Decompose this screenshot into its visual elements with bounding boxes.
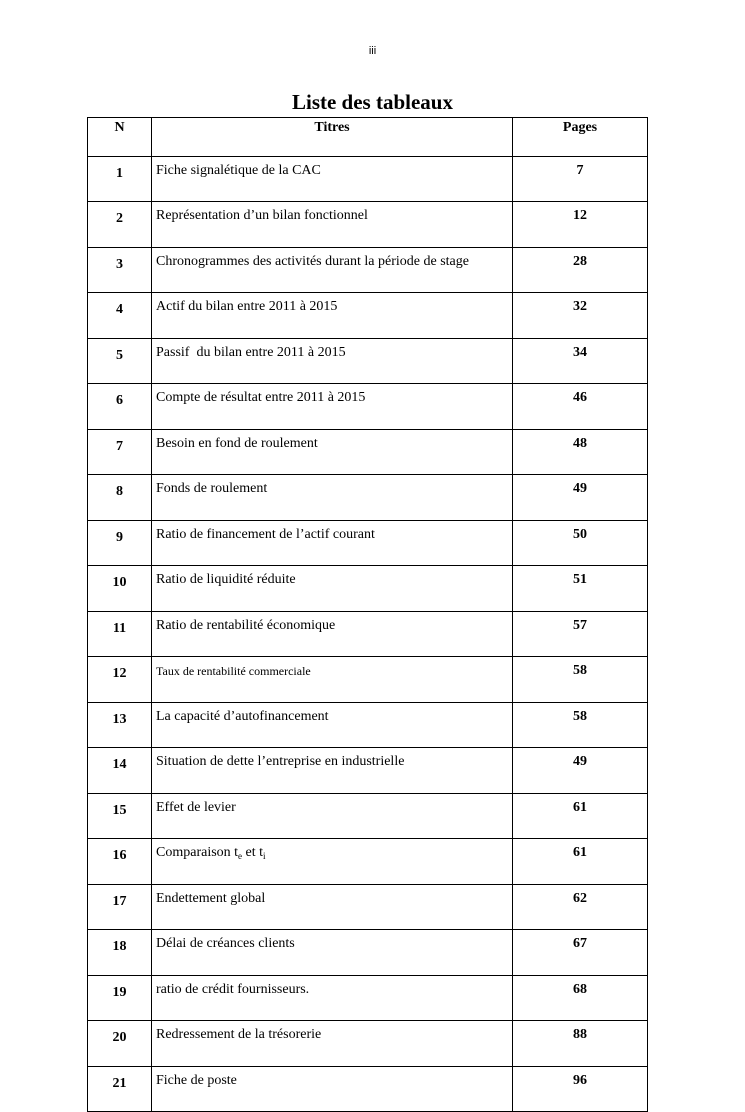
- row-page: 32: [513, 293, 648, 339]
- row-number: 5: [88, 338, 152, 384]
- row-page: 96: [513, 1066, 648, 1112]
- row-page: 34: [513, 338, 648, 384]
- row-page: 48: [513, 429, 648, 475]
- table-row: [88, 1066, 648, 1112]
- row-title: Taux de rentabilité commerciale: [152, 657, 513, 703]
- row-page: 68: [513, 975, 648, 1021]
- row-page: 7: [513, 156, 648, 202]
- column-header-titres: Titres: [152, 118, 513, 157]
- table-row: [88, 156, 648, 202]
- row-title: Fonds de roulement: [152, 475, 513, 521]
- row-number: 18: [88, 930, 152, 976]
- row-title: Effet de levier: [152, 793, 513, 839]
- column-header-n: N: [88, 118, 152, 157]
- row-page: 61: [513, 839, 648, 885]
- row-title: Passif du bilan entre 2011 à 2015: [152, 338, 513, 384]
- table-row: [88, 293, 648, 339]
- row-number: 7: [88, 429, 152, 475]
- row-page: 88: [513, 1021, 648, 1067]
- row-number: 1: [88, 156, 152, 202]
- table-row: [88, 429, 648, 475]
- table-row: [88, 975, 648, 1021]
- row-title: Actif du bilan entre 2011 à 2015: [152, 293, 513, 339]
- row-page: 67: [513, 930, 648, 976]
- row-page: 61: [513, 793, 648, 839]
- row-number: 4: [88, 293, 152, 339]
- row-number: 8: [88, 475, 152, 521]
- row-page: 62: [513, 884, 648, 930]
- table-row: [88, 202, 648, 248]
- row-title: Ratio de liquidité réduite: [152, 566, 513, 612]
- row-title: Redressement de la trésorerie: [152, 1021, 513, 1067]
- row-title-subscript-i: i: [263, 851, 266, 861]
- table-row: [88, 793, 648, 839]
- row-page: 28: [513, 247, 648, 293]
- row-number: 21: [88, 1066, 152, 1112]
- row-title: Situation de dette l’entreprise en industrielle: [152, 748, 513, 794]
- row-number: 6: [88, 384, 152, 430]
- row-page: 49: [513, 475, 648, 521]
- row-number: 11: [88, 611, 152, 657]
- row-title: Délai de créances clients: [152, 930, 513, 976]
- row-page: 12: [513, 202, 648, 248]
- row-title: Ratio de financement de l’actif courant: [152, 520, 513, 566]
- row-title-prefix: Comparaison t: [156, 845, 239, 860]
- row-title: Fiche signalétique de la CAC: [152, 156, 513, 202]
- row-number: 15: [88, 793, 152, 839]
- table-header-row: [88, 118, 648, 157]
- row-number: 12: [88, 657, 152, 703]
- table-row: [88, 338, 648, 384]
- page-title: Liste des tableaux: [291, 90, 453, 114]
- row-title: Ratio de rentabilité économique: [152, 611, 513, 657]
- row-title: Besoin en fond de roulement: [152, 429, 513, 475]
- row-title: [152, 839, 513, 885]
- table-row: [88, 1021, 648, 1067]
- row-number: 16: [88, 839, 152, 885]
- table-row: [88, 657, 648, 703]
- row-page: 49: [513, 748, 648, 794]
- row-page: 51: [513, 566, 648, 612]
- page-number: iii: [368, 45, 377, 57]
- row-page: 50: [513, 520, 648, 566]
- row-number: 2: [88, 202, 152, 248]
- row-page: 58: [513, 657, 648, 703]
- table-row: [88, 702, 648, 748]
- table-row: [88, 611, 648, 657]
- table-row: [88, 884, 648, 930]
- row-title: Chronogrammes des activités durant la période de stage: [152, 247, 513, 293]
- row-title: Endettement global: [152, 884, 513, 930]
- row-title: Représentation d’un bilan fonctionnel: [152, 202, 513, 248]
- table-row: [88, 247, 648, 293]
- table-row: [88, 384, 648, 430]
- column-header-pages: Pages: [513, 118, 648, 157]
- table-list: [87, 117, 648, 1112]
- row-number: 20: [88, 1021, 152, 1067]
- row-title: La capacité d’autofinancement: [152, 702, 513, 748]
- table-row: [88, 520, 648, 566]
- row-number: 14: [88, 748, 152, 794]
- row-title-subscript-e: e: [238, 851, 243, 861]
- row-number: 17: [88, 884, 152, 930]
- row-page: 46: [513, 384, 648, 430]
- row-title: ratio de crédit fournisseurs.: [152, 975, 513, 1021]
- row-page: 58: [513, 702, 648, 748]
- table-row: [88, 930, 648, 976]
- row-number: 13: [88, 702, 152, 748]
- row-number: 3: [88, 247, 152, 293]
- row-number: 10: [88, 566, 152, 612]
- row-title-mid: et t: [242, 845, 264, 860]
- row-title: Fiche de poste: [152, 1066, 513, 1112]
- table-row: [88, 839, 648, 885]
- table-row: [88, 566, 648, 612]
- row-number: 19: [88, 975, 152, 1021]
- row-page: 57: [513, 611, 648, 657]
- table-row: [88, 475, 648, 521]
- table-row: [88, 748, 648, 794]
- row-title: Compte de résultat entre 2011 à 2015: [152, 384, 513, 430]
- row-number: 9: [88, 520, 152, 566]
